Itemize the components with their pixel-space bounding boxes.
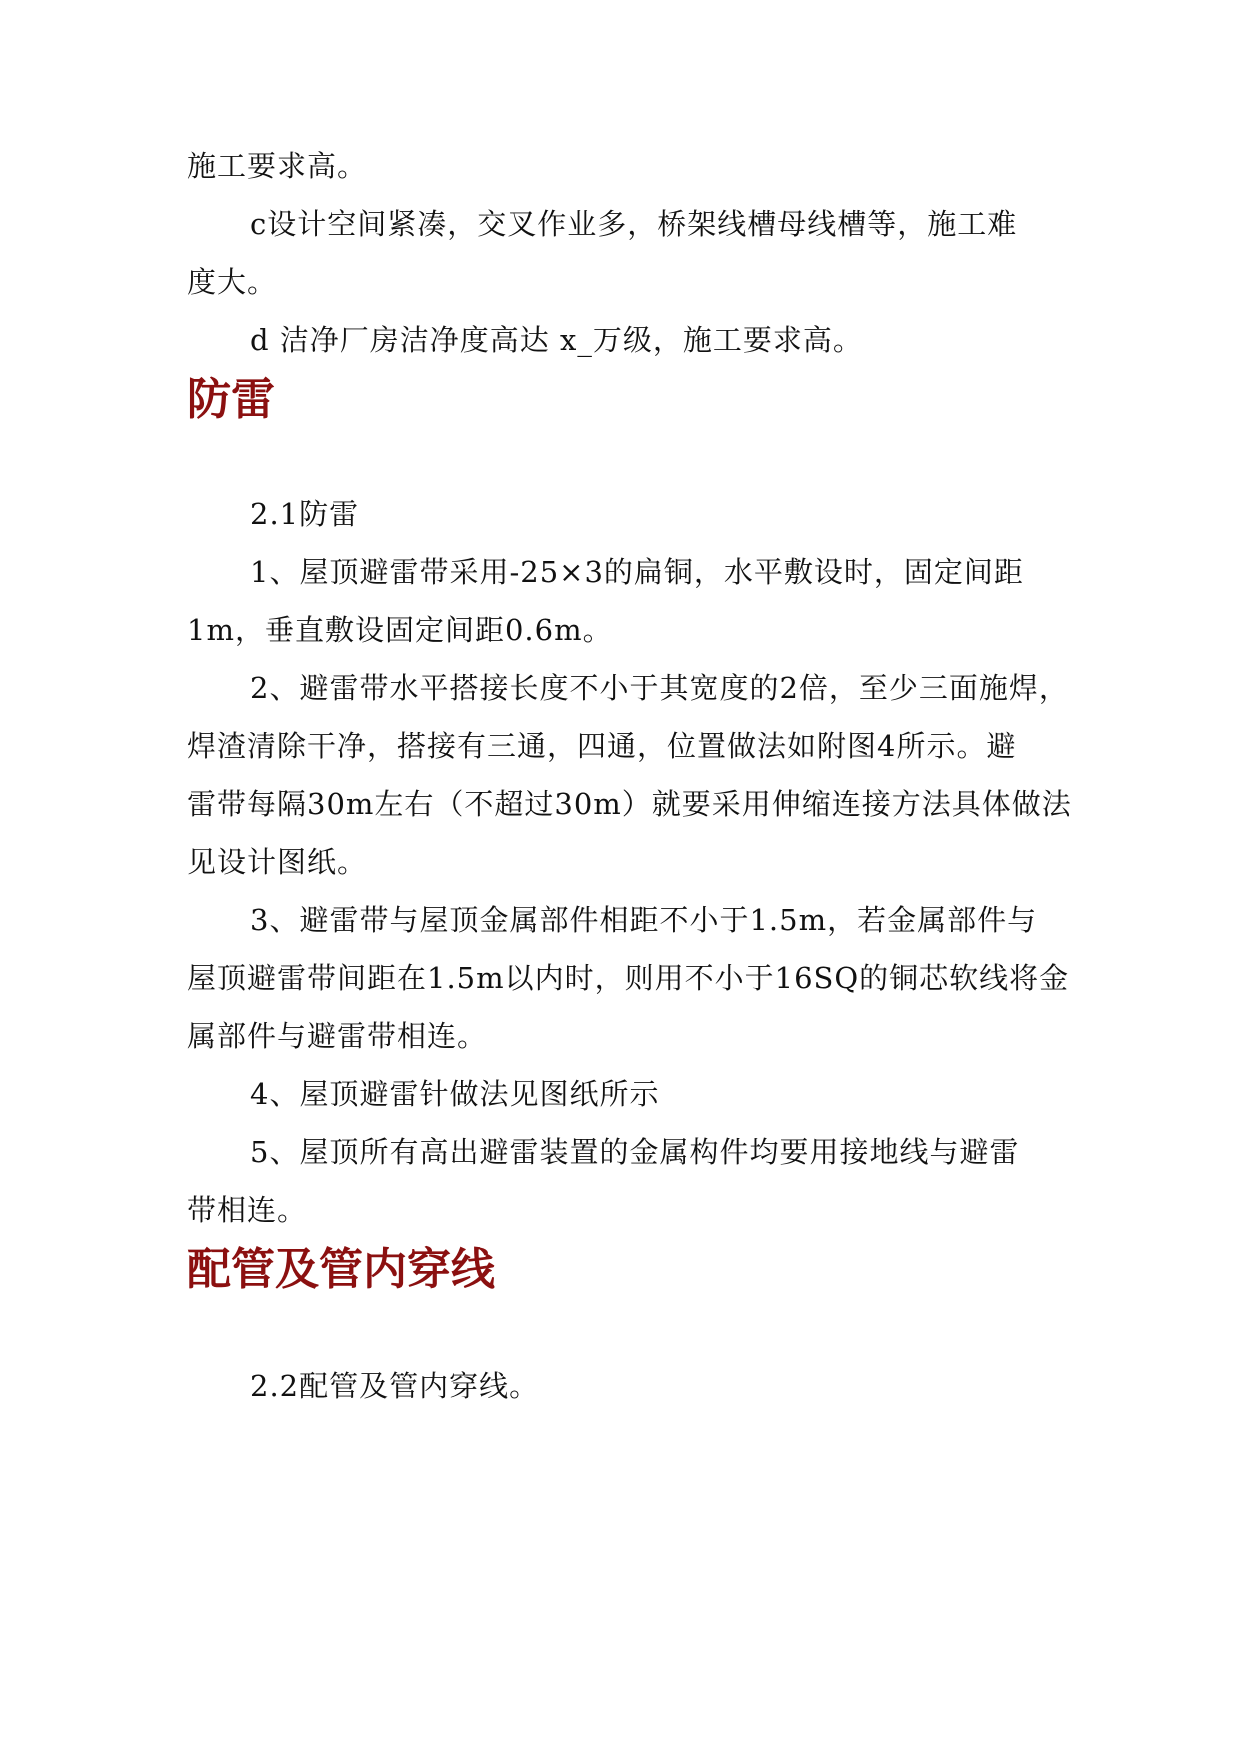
paragraph-line: d 洁净厂房洁净度高达 x_万级，施工要求高。 xyxy=(250,323,863,357)
paragraph-line: 5、屋顶所有高出避雷装置的金属构件均要用接地线与避雷 xyxy=(250,1135,1020,1169)
paragraph-line: 1、屋顶避雷带采用-25×3的扁铜，水平敷设时，固定间距 xyxy=(250,555,1024,589)
paragraph-line: c设计空间紧凑，交叉作业多，桥架线槽母线槽等，施工难 xyxy=(250,207,1018,241)
section-heading-lightning: 防雷 xyxy=(187,374,275,425)
paragraph-line: 度大。 xyxy=(187,265,278,299)
paragraph-line: 2、避雷带水平搭接长度不小于其宽度的2倍，至少三面施焊， xyxy=(250,671,1069,705)
paragraph-line: 焊渣清除干净，搭接有三通，四通，位置做法如附图4所示。避 xyxy=(187,729,1017,763)
paragraph-line: 3、避雷带与屋顶金属部件相距不小于1.5m，若金属部件与 xyxy=(250,903,1038,937)
subsection-title: 2.2配管及管内穿线。 xyxy=(250,1369,540,1403)
paragraph-line: 4、屋顶避雷针做法见图纸所示 xyxy=(250,1077,660,1111)
paragraph-line: 带相连。 xyxy=(187,1193,308,1227)
paragraph-line: 属部件与避雷带相连。 xyxy=(187,1019,488,1053)
paragraph-line: 见设计图纸。 xyxy=(187,845,368,879)
section-heading-conduit: 配管及管内穿线 xyxy=(187,1244,495,1295)
subsection-title: 2.1防雷 xyxy=(250,497,360,531)
paragraph-line: 屋顶避雷带间距在1.5m以内时，则用不小于16SQ的铜芯软线将金 xyxy=(187,961,1070,995)
paragraph-line: 1m，垂直敷设固定间距0.6m。 xyxy=(187,613,613,647)
paragraph-line: 施工要求高。 xyxy=(187,149,368,183)
paragraph-line: 雷带每隔30m左右（不超过30m）就要采用伸缩连接方法具体做法 xyxy=(187,787,1072,821)
